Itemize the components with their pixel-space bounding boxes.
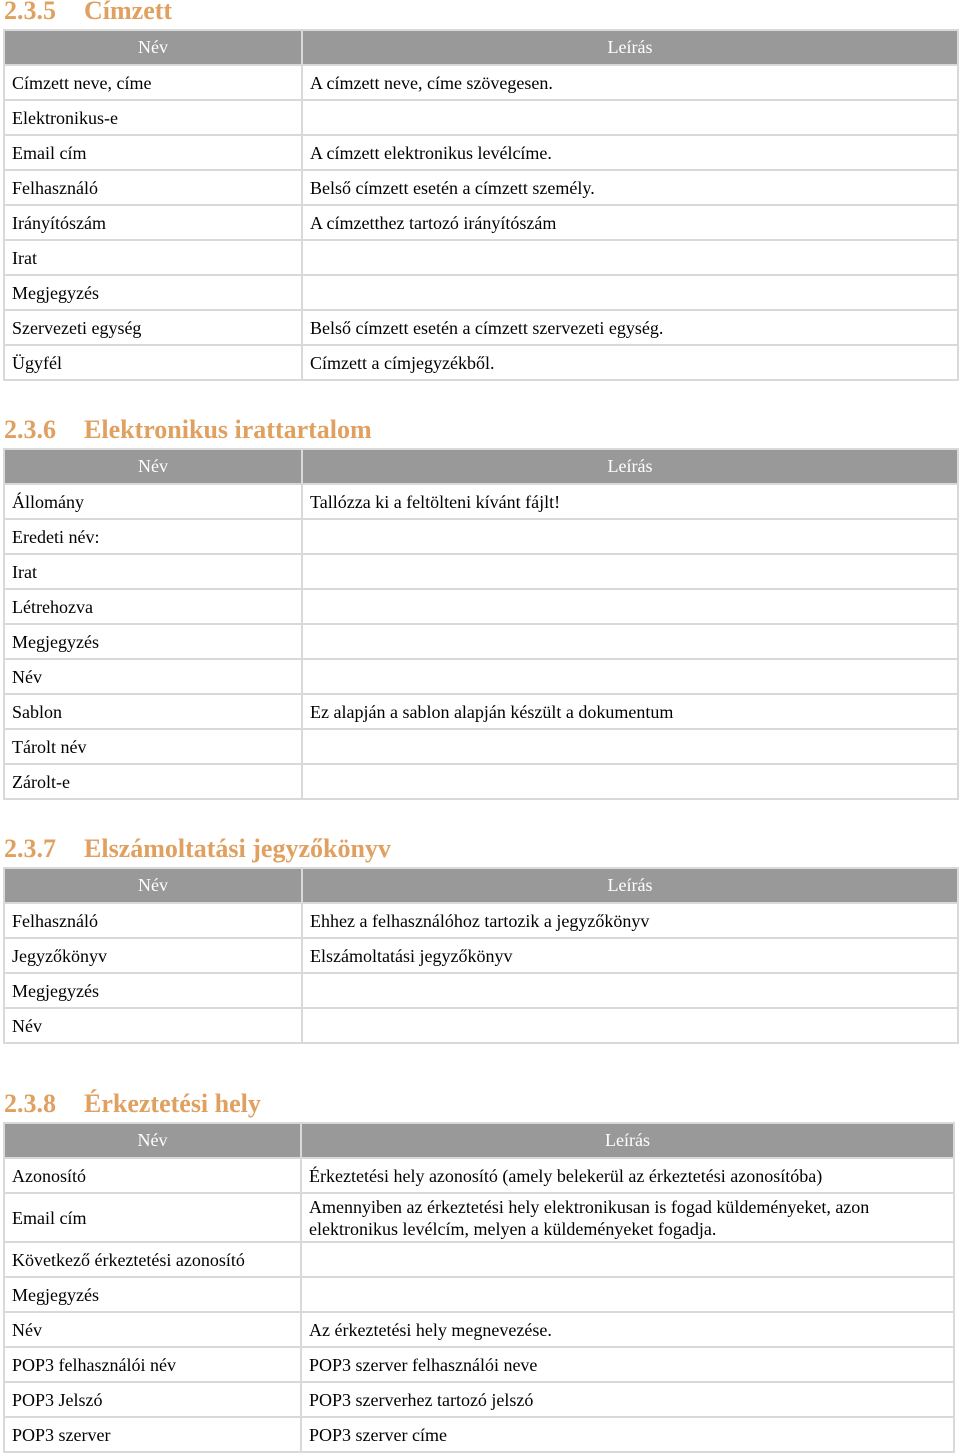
column-header-description: Leírás [302,449,958,484]
field-name: Zárolt-e [4,764,302,799]
cimzett-table [3,29,959,381]
table-row [4,624,958,659]
table-row [4,1242,954,1277]
column-header-description: Leírás [302,30,958,65]
field-description: A címzett neve, címe szövegesen. [302,65,958,100]
column-header-name: Név [4,449,302,484]
field-name: Irat [4,240,302,275]
column-header-name: Név [4,868,302,903]
field-description [302,519,958,554]
table-row [4,1193,954,1242]
field-name: Létrehozva [4,589,302,624]
field-name: Eredeti név: [4,519,302,554]
section-title: Elektronikus irattartalom [84,415,372,444]
table-row [4,310,958,345]
section-title: Elszámoltatási jegyzőkönyv [84,834,391,863]
table-row [4,205,958,240]
table-row [4,1347,954,1382]
field-name: Állomány [4,484,302,519]
table-row [4,729,958,764]
table-row [4,135,958,170]
table-row [4,519,958,554]
field-description [302,729,958,764]
field-name: Szervezeti egység [4,310,302,345]
field-description: A címzetthez tartozó irányítószám [302,205,958,240]
section-cimzett [0,0,960,26]
field-description: POP3 szerver felhasználói neve [301,1347,954,1382]
field-name: Felhasználó [4,170,302,205]
section-number: 2.3.6 [4,415,56,444]
section-heading [0,1089,960,1119]
field-name: Felhasználó [4,903,302,938]
field-description [302,764,958,799]
table-row [4,1417,954,1452]
field-description: Belső címzett esetén a címzett személy. [302,170,958,205]
field-name: Sablon [4,694,302,729]
section-number: 2.3.8 [4,1089,56,1118]
column-header-description: Leírás [301,1123,954,1158]
table-row [4,1158,954,1193]
section-erkeztetesi-hely [0,1089,960,1119]
field-description [302,275,958,310]
field-name: Jegyzőkönyv [4,938,302,973]
table-row [4,65,958,100]
column-header-name: Név [4,30,302,65]
field-description [302,973,958,1008]
field-name: Név [4,1008,302,1043]
field-name: Irat [4,554,302,589]
field-description: Tallózza ki a feltölteni kívánt fájlt! [302,484,958,519]
section-title: Címzett [84,0,173,25]
field-description [302,554,958,589]
elektronikus-irattartalom-table [3,448,959,800]
table-row [4,1277,954,1312]
column-header-name: Név [4,1123,301,1158]
field-description: Elszámoltatási jegyzőkönyv [302,938,958,973]
field-description: Címzett a címjegyzékből. [302,345,958,380]
table-row [4,484,958,519]
field-description: Ehhez a felhasználóhoz tartozik a jegyzőkönyv [302,903,958,938]
table-row [4,589,958,624]
table-row [4,764,958,799]
field-name: POP3 szerver [4,1417,301,1452]
field-name: Megjegyzés [4,1277,301,1312]
field-name: POP3 Jelszó [4,1382,301,1417]
table-header-row [4,1123,954,1158]
column-header-description: Leírás [302,868,958,903]
section-elektronikus-irattartalom [0,415,960,445]
field-name: Email cím [4,1193,301,1242]
field-name: Megjegyzés [4,624,302,659]
table-row [4,1312,954,1347]
field-description [302,240,958,275]
section-heading [0,415,960,445]
field-description [302,624,958,659]
field-name: Név [4,659,302,694]
table-row [4,694,958,729]
field-name: Elektronikus-e [4,100,302,135]
field-description [302,100,958,135]
table-row [4,1382,954,1417]
table-row [4,1008,958,1043]
section-number: 2.3.7 [4,834,56,863]
field-name: Megjegyzés [4,275,302,310]
field-name: POP3 felhasználói név [4,1347,301,1382]
section-number: 2.3.5 [4,0,56,25]
field-description: Érkeztetési hely azonosító (amely belekerül az érkeztetési azonosítóba) [301,1158,954,1193]
field-description [302,659,958,694]
section-elszamoltatasi-jegyzokonyv [0,834,960,864]
field-description: POP3 szerverhez tartozó jelszó [301,1382,954,1417]
field-description [301,1277,954,1312]
table-row [4,554,958,589]
erkeztetesi-hely-table [3,1122,955,1453]
field-description [301,1242,954,1277]
table-row [4,100,958,135]
section-heading [0,834,960,864]
table-row [4,659,958,694]
field-description [302,1008,958,1043]
field-name: Ügyfél [4,345,302,380]
table-row [4,345,958,380]
field-name: Címzett neve, címe [4,65,302,100]
table-row [4,240,958,275]
table-row [4,170,958,205]
field-description: Amennyiben az érkeztetési hely elektronikusan is fogad küldeményeket, azon elektronikus levélcím, melyen a küldeményeket fogadja. [301,1193,954,1242]
table-header-row [4,868,958,903]
table-row [4,903,958,938]
field-name: Tárolt név [4,729,302,764]
field-name: Azonosító [4,1158,301,1193]
section-title: Érkeztetési hely [84,1089,261,1118]
table-row [4,275,958,310]
section-heading [0,0,960,26]
elszamoltatasi-jegyzokonyv-table [3,867,959,1044]
field-name: Email cím [4,135,302,170]
field-name: Megjegyzés [4,973,302,1008]
table-row [4,938,958,973]
field-name: Irányítószám [4,205,302,240]
table-row [4,973,958,1008]
field-description: A címzett elektronikus levélcíme. [302,135,958,170]
field-name: Következő érkeztetési azonosító [4,1242,301,1277]
field-description: Ez alapján a sablon alapján készült a dokumentum [302,694,958,729]
table-header-row [4,30,958,65]
field-description: Az érkeztetési hely megnevezése. [301,1312,954,1347]
field-description [302,589,958,624]
field-name: Név [4,1312,301,1347]
field-description: Belső címzett esetén a címzett szervezeti egység. [302,310,958,345]
table-header-row [4,449,958,484]
field-description: POP3 szerver címe [301,1417,954,1452]
